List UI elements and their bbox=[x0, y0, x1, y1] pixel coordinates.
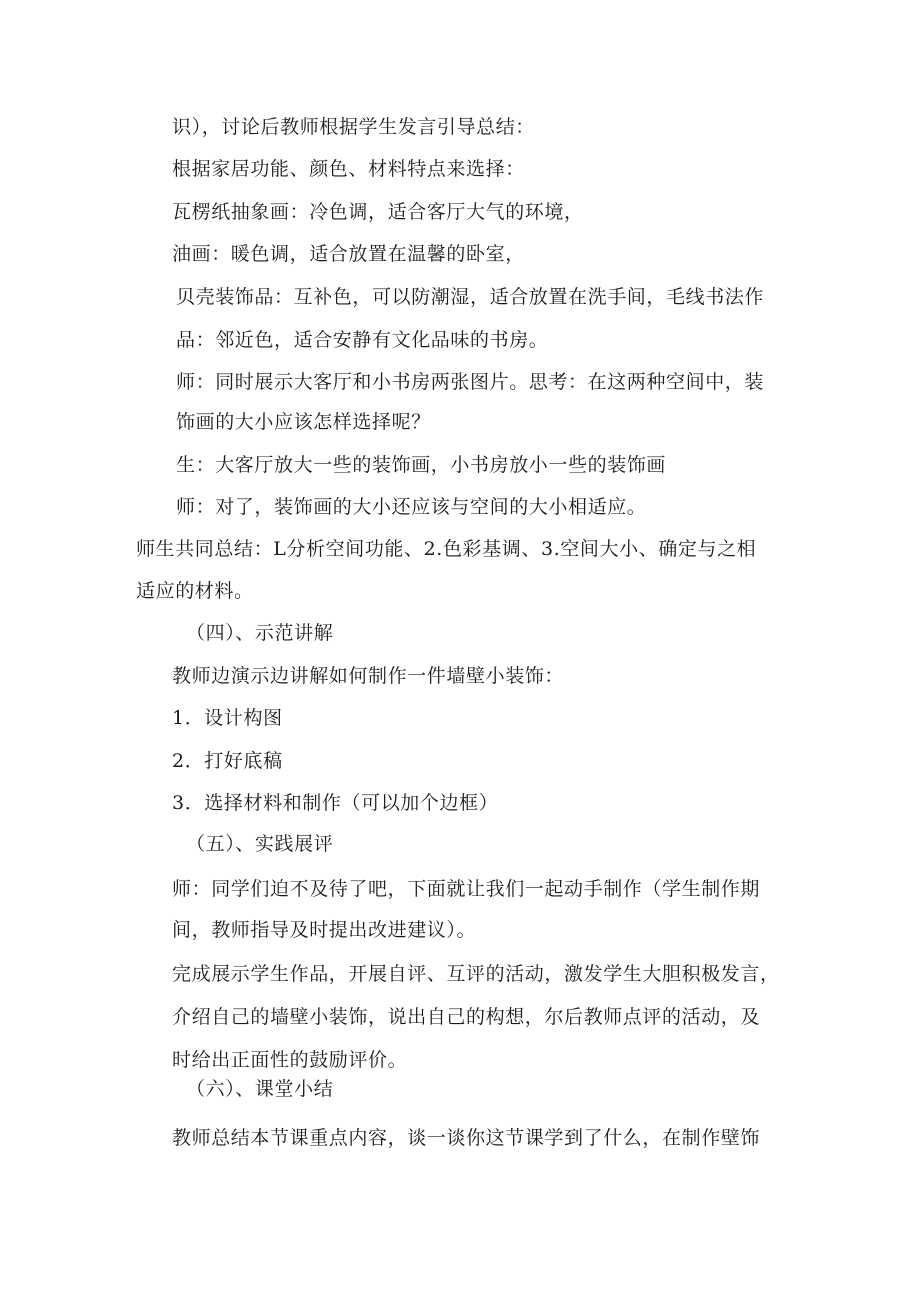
text-line: 品：邻近色，适合安静有文化品味的书房。 bbox=[176, 329, 549, 351]
section-heading: （五）、实践展评 bbox=[186, 833, 334, 855]
text-line: 介绍自己的墙壁小装饰，说出自己的构想，尔后教师点评的活动，及 bbox=[172, 1006, 761, 1028]
list-item: 3．选择材料和制作（可以加个边框） bbox=[172, 792, 499, 814]
list-item: 2．打好底稿 bbox=[172, 750, 283, 772]
text-line: 饰画的大小应该怎样选择呢？ bbox=[176, 411, 431, 433]
text-line: 师：同时展示大客厅和小书房两张图片。思考：在这两种空间中，装 bbox=[176, 371, 765, 393]
text-line: 根据家居功能、颜色、材料特点来选择： bbox=[172, 158, 525, 180]
text-line: 完成展示学生作品，开展自评、互评的活动，激发学生大胆积极发言， bbox=[172, 963, 780, 985]
list-item: 1．设计构图 bbox=[172, 707, 283, 729]
text-line: 生：大客厅放大一些的装饰画，小书房放小一些的装饰画 bbox=[176, 454, 667, 476]
section-heading: （四）、示范讲解 bbox=[186, 622, 334, 644]
text-line: 识），讨论后教师根据学生发言引导总结： bbox=[172, 116, 535, 138]
text-line: 贝壳装饰品：互补色，可以防潮湿，适合放置在洗手间，毛线书法作 bbox=[176, 286, 765, 308]
text-line: 油画：暖色调，适合放置在温馨的卧室， bbox=[172, 243, 525, 265]
text-line: 适应的材料。 bbox=[136, 580, 254, 602]
text-line: 教师总结本节课重点内容，谈一谈你这节课学到了什么，在制作壁饰 bbox=[172, 1127, 761, 1149]
text-line: 师：对了，装饰画的大小还应该与空间的大小相适应。 bbox=[176, 496, 647, 518]
text-line: 教师边演示边讲解如何制作一件墙壁小装饰： bbox=[172, 665, 565, 687]
text-line: 师：同学们迫不及待了吧，下面就让我们一起动手制作（学生制作期 bbox=[172, 878, 761, 900]
text-line: 间，教师指导及时提出改进建议）。 bbox=[172, 919, 477, 941]
text-line: 瓦楞纸抽象画：冷色调，适合客厅大气的环境， bbox=[172, 201, 584, 223]
section-heading: （六）、课堂小结 bbox=[186, 1078, 334, 1100]
text-line: 师生共同总结：L分析空间功能、2.色彩基调、3.空间大小、确定与之相 bbox=[136, 538, 757, 560]
text-line: 时给出正面性的鼓励评价。 bbox=[172, 1049, 408, 1071]
